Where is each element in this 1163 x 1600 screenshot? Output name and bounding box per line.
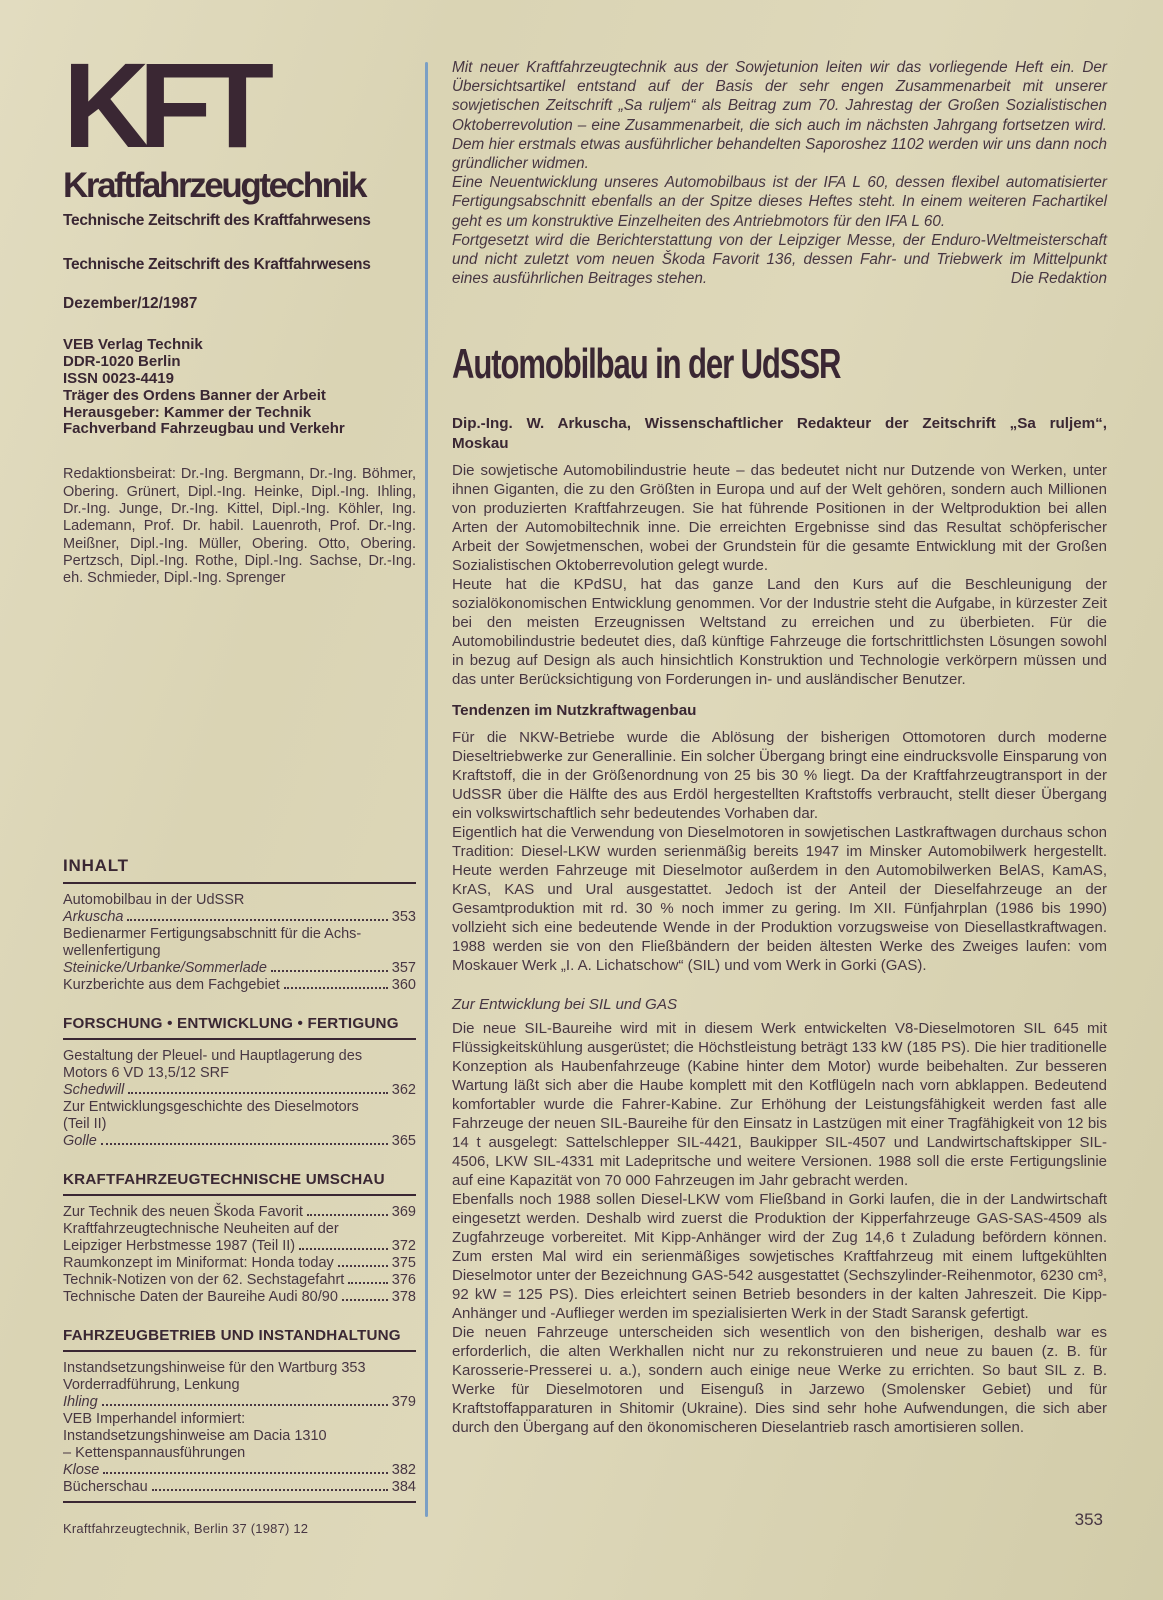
toc-entry-line	[63, 1204, 416, 1221]
toc-dot-leader	[128, 1092, 388, 1094]
toc-page-number: 353	[391, 909, 416, 925]
toc-entry-line	[63, 1289, 416, 1306]
toc-section-rule	[63, 1194, 416, 1196]
toc-page-number: 376	[391, 1272, 416, 1288]
toc-entry-text: Schedwill	[63, 1082, 125, 1098]
toc-dot-leader	[127, 919, 387, 921]
publisher-line: ISSN 0023-4419	[63, 369, 174, 387]
toc-entry-line	[63, 943, 416, 960]
toc-page-number: 375	[391, 1255, 416, 1271]
toc-page-number: 369	[391, 1204, 416, 1220]
toc-page-number: 357	[391, 960, 416, 976]
toc-entry-text: Bücherschau	[63, 1479, 148, 1495]
article-paragraph: Die sowjetische Automobilindustrie heute – das bedeutet nicht nur Dutzende von Werken, unter ihnen Giganten, die zu den Größten in Europa und auf der Welt gehören, sondern auch Millionen von produzierten Kraftfahrzeugen. Sie hat führende Positionen in der Weltproduktion bei allen Arten der Automobiltechnik inne. Die erreichten Ergebnisse sind das Resultat schöpferischer Arbeit der Sowjetmenschen, wobei der Grundstein für die gesamte Entwicklung mit der Großen Sozialistischen Oktoberrevolution gelegt wurde.	[452, 461, 1107, 574]
toc-dot-leader	[299, 1248, 388, 1250]
toc-entry-line	[63, 960, 416, 977]
magazine-subtitle-repeat: Technische Zeitschrift des Kraftfahrwesens	[63, 255, 371, 273]
article-paragraph: Heute hat die KPdSU, hat das ganze Land den Kurs auf die Beschleunigung der sozialökonomischen Entwicklung genommen. Vor der Industrie steht die Aufgabe, in kürzester Zeit bei den meisten Erzeugnissen Weltstand zu erreichen und zu überbieten. Für die Automobilindustrie bedeutet dies, daß künftige Fahrzeuge die fortschrittlichsten Lösungen sowohl in bezug auf Design als auch hinsichtlich Konstruktion und Technologie verkörpern müssen und das unter Berücksichtigung von Forderungen in- und ausländischer Benutzer.	[452, 575, 1107, 688]
article-paragraph: Eigentlich hat die Verwendung von Dieselmotoren in sowjetischen Lastkraftwagen durchaus schon Tradition: Diesel-LKW wurden serienmäßig bereits 1947 im Minsker Automobilwerk hergestellt. Heute werden Fahrzeuge mit Dieselmotor außerdem in den Automobilwerken BelAS, KamAS, KrAS, KAS und Ural ausgestattet. Jedoch ist der Anteil der Dieselfahrzeuge an der Gesamtproduktion mit rd. 30 % noch immer zu gering. Im XII. Fünfjahrplan (1986 bis 1990) vollzieht sich eine bedeutende Wende in der Produktion vorzugsweise von Diesellastkraftwagen. 1988 werden sie von den Fließbändern der beiden ältesten Werke des Zweiges laufen: vom Moskauer Werk „I. A. Lichatschow“ (SIL) und vom Werk in Gorki (GAS).	[452, 823, 1107, 974]
toc-entry-line	[63, 1377, 416, 1394]
toc-entry-text: (Teil II)	[63, 1116, 107, 1132]
footer-page-number: 353	[1074, 1510, 1103, 1529]
toc-entry-text: Ihling	[63, 1394, 98, 1410]
toc-entry-line	[63, 926, 416, 943]
toc-entry-text: – Kettenspannausführungen	[63, 1445, 246, 1461]
publisher-line: Herausgeber: Kammer der Technik	[63, 403, 312, 421]
toc-entry-line	[63, 1411, 416, 1428]
toc-sections	[63, 892, 416, 1496]
magazine-subtitle: Technische Zeitschrift des Kraftfahrwesens	[63, 211, 371, 229]
toc-page-number: 378	[391, 1289, 416, 1305]
toc-entry-line	[63, 1360, 416, 1377]
toc-entry-line	[63, 1082, 416, 1099]
column-divider	[425, 62, 428, 1517]
toc-entry-text: VEB Imperhandel informiert:	[63, 1411, 246, 1427]
editorial-board: Redaktionsbeirat: Dr.-Ing. Bergmann, Dr.-Ing. Böhmer, Obering. Grünert, Dipl.-Ing. Heinke, Dipl.-Ing. Ihling, Dr.-Ing. Junge, Dr.-Ing. Kittel, Dipl.-Ing. Köhler, Ing. Lademann, Prof. Dr. habil. Lauenroth, Prof. Dr.-Ing. Meißner, Dipl.-Ing. Müller, Obering. Otto, Obering. Pertzsch, Dipl.-Ing. Rothe, Dipl.-Ing. Sachse, Dr.-Ing. eh. Schmieder, Dipl.-Ing. Sprenger	[63, 466, 416, 587]
magazine-title: Kraftfahrzeugtechnik	[63, 165, 366, 205]
toc-entry-text: Instandsetzungshinweise für den Wartburg 353	[63, 1360, 366, 1376]
toc-dot-leader	[338, 1265, 388, 1267]
editorial-paragraph: Mit neuer Kraftfahrzeugtechnik aus der Sowjetunion leiten wir das vorliegende Heft ein. Der Übersichtsartikel entstand auf der Basis der sehr engen Zusammenarbeit mit unserer sowjetischen Zeitschrift „Sa ruljem“ als Beitrag zum 70. Jahrestag der Großen Sozialistischen Oktoberrevolution – eine Zusammenarbeit, die sich auch im nächsten Jahrgang fortsetzen wird. Dem hier erstmals etwas ausführlicher behandelten Saporoshez 1102 werden wir uns dann noch gründlicher widmen.	[452, 59, 1107, 173]
toc-entry-line	[63, 1238, 416, 1255]
toc-entry-line	[63, 977, 416, 994]
toc-entry-line	[63, 1221, 416, 1238]
toc-entry-line	[63, 1462, 416, 1479]
editorial-paragraph: Eine Neuentwicklung unseres Automobilbaus ist der IFA L 60, dessen flexibel automatisierter Fertigungsabschnitt ebenfalls an der Spitze dieses Heftes steht. In einem weiteren Fachartikel geht es um konstruktive Einzelheiten des Antriebmotors für den IFA L 60.	[452, 174, 1107, 230]
toc-entry-text: Steinicke/Urbanke/Sommerlade	[63, 960, 267, 976]
toc-dot-leader	[348, 1282, 387, 1284]
toc-entry-line	[63, 1445, 416, 1462]
toc-section-heading: FAHRZEUGBETRIEB UND INSTANDHALTUNG	[63, 1327, 401, 1344]
toc-dot-leader	[307, 1214, 388, 1216]
article-byline: Dip.-Ing. W. Arkuscha, Wissenschaftlicher Redakteur der Zeitschrift „Sa ruljem“, Moskau	[452, 414, 1107, 453]
toc-entry-text: Kurzberichte aus dem Fachgebiet	[63, 977, 280, 993]
toc-entry-text: wellenfertigung	[63, 943, 161, 959]
table-of-contents	[63, 856, 416, 1511]
toc-entry-line	[63, 1116, 416, 1133]
kft-logo: KFT	[63, 37, 264, 173]
editorial-paragraph: Fortgesetzt wird die Berichterstattung von der Leipziger Messe, der Enduro-Weltmeisterschaft und nicht zuletzt vom neuen Škoda Favorit 136, dessen Fahr- und Triebwerk im Mittelpunkt eines ausführlichen Beitrages stehen.	[452, 231, 1107, 288]
toc-entry-line	[63, 1048, 416, 1065]
toc-entry-text: Bedienarmer Fertigungsabschnitt für die Achs-	[63, 926, 362, 942]
footer-journal-line: Kraftfahrzeugtechnik, Berlin 37 (1987) 12	[63, 1521, 309, 1536]
article-paragraph: Die neue SIL-Baureihe wird mit in diesem Werk entwickelten V8-Dieselmotoren SIL 645 mit Flüssigkeitskühlung ausgerüstet; die Höchstleistung beträgt 133 kW (185 PS). Die hier traditionelle Konzeption als Haubenfahrzeuge (Kabine hinter dem Motor) wurde beibehalten. Zur besseren Wartung läßt sich aber die Haube komplett mit den Kotflügeln nach vorn abklappen. Bedeutend komfortabler wurde die Fahrer-Kabine. Zur Erhöhung der Leistungsfähigkeit werden fast alle Fahrzeuge der neuen SIL-Baureihe für den Einsatz in Lastzügen mit einer Tragfähigkeit von 12 bis 14 t ausgelegt: Sattelschlepper SIL-4421, Baukipper SIL-4507 und Landwirtschaftskipper SIL-4506, LKW SIL-4331 mit Ladepritsche und weitere Versionen. 1988 soll die erste Fertigungslinie auf eine Kapazität von 70 000 Fahrzeugen im Jahr gebracht werden.	[452, 1019, 1107, 1189]
toc-entry-text: Zur Entwicklungsgeschichte des Dieselmotors	[63, 1099, 359, 1115]
article-column	[452, 58, 1107, 1437]
toc-entry-text: Leipziger Herbstmesse 1987 (Teil II)	[63, 1238, 296, 1254]
toc-entry-text: Instandsetzungshinweise am Dacia 1310	[63, 1428, 327, 1444]
publisher-block	[63, 337, 416, 438]
toc-section-heading: FORSCHUNG • ENTWICKLUNG • FERTIGUNG	[63, 1015, 399, 1032]
toc-entry-text: Gestaltung der Pleuel- und Hauptlagerung des	[63, 1048, 363, 1064]
toc-entry-text: Automobilbau in der UdSSR	[63, 892, 245, 908]
toc-page-number: 365	[391, 1133, 416, 1149]
publisher-line: VEB Verlag Technik	[63, 335, 203, 353]
toc-page-number: 382	[391, 1462, 416, 1478]
toc-entry-text: Technische Daten der Baureihe Audi 80/90	[63, 1289, 338, 1305]
toc-dot-leader	[103, 1472, 388, 1474]
toc-entry-line	[63, 1065, 416, 1082]
article-title: Automobilbau in der UdSSR	[452, 340, 841, 388]
toc-page-number: 360	[391, 977, 416, 993]
article-subheading: Zur Entwicklung bei SIL und GAS	[452, 995, 678, 1013]
publisher-line: DDR-1020 Berlin	[63, 352, 181, 370]
article-body	[452, 461, 1107, 1437]
toc-entry-line	[63, 1272, 416, 1289]
toc-dot-leader	[342, 1299, 388, 1301]
toc-dot-leader	[102, 1404, 388, 1406]
toc-page-number: 372	[391, 1238, 416, 1254]
toc-entry-text: Motors 6 VD 13,5/12 SRF	[63, 1065, 230, 1081]
article-paragraph: Die neuen Fahrzeuge unterscheiden sich wesentlich von den bisherigen, deshalb war es erforderlich, die alten Werkhallen nicht nur zu rekonstruieren und neue zu bauen (z. B. für Karosserie-Presserei u. a.), sondern auch einige neue Werke zu errichten. So baut SIL z. B. Werke für Dieselmotoren und Eisenguß in Jarzewo (Smolensker Gebiet) und für Kraftstoffapparaturen in Shitomir (Ukraine). Dies sind sehr hohe Aufwendungen, die sich aber durch den Übergang auf den ökonomischeren Dieselantrieb rasch amortisieren sollen.	[452, 1323, 1107, 1436]
toc-title: INHALT	[63, 856, 129, 875]
article-paragraph: Für die NKW-Betriebe wurde die Ablösung der bisherigen Ottomotoren durch moderne Dieseltriebwerke zur Generallinie. Ein solcher Übergang bringt eine eindrucksvolle Einsparung von Kraftstoff, die in der Größenordnung von 25 bis 30 % liegt. Da der Kraftfahrzeugtransport in der UdSSR über die Hälfte des aus Erdöl hergestellten Kraftstoffs verbraucht, stellt dieser Übergang ein volkswirtschaftlich sehr bedeutendes Vorhaben dar.	[452, 728, 1107, 822]
toc-dot-leader	[152, 1489, 388, 1491]
toc-end-rule	[63, 1501, 416, 1503]
publisher-line: Fachverband Fahrzeugbau und Verkehr	[63, 420, 345, 438]
toc-section-rule	[63, 1350, 416, 1352]
masthead	[63, 37, 416, 587]
toc-entry-text: Kraftfahrzeugtechnische Neuheiten auf der	[63, 1221, 339, 1237]
toc-entry-line	[63, 1428, 416, 1445]
toc-entry-text: Zur Technik des neuen Škoda Favorit	[63, 1204, 303, 1220]
publisher-line: Träger des Ordens Banner der Arbeit	[63, 386, 326, 404]
toc-entry-line	[63, 1255, 416, 1272]
toc-page-number: 362	[391, 1082, 416, 1098]
toc-entry-line	[63, 909, 416, 926]
toc-dot-leader	[101, 1143, 388, 1145]
toc-title-rule	[63, 882, 416, 884]
article-paragraph: Ebenfalls noch 1988 sollen Diesel-LKW vom Fließband in Gorki laufen, die in der Landwirtschaft eingesetzt werden. Deshalb wird zuerst die Produktion der Kipperfahrzeuge GAS-SAS-4509 als Zugfahrzeuge vorbereitet. Mit Kipp-Anhänger wird der Zug 14,6 t Zuladung befördern können. Zum ersten Mal wird ein serienmäßiges sowjetisches Kraftfahrzeug mit einem luftgekühlten Dieselmotor unter der Bezeichnung GAS-542 ausgestattet (Sechszylinder-Reihenmotor, 6230 cm³, 92 kW = 125 PS). Dies erleichtert seinen Betrieb besonders in der kalten Jahreszeit. Die Kipp-Anhänger und -Auflieger werden im spezialisierten Werk in der Stadt Saransk gefertigt.	[452, 1190, 1107, 1322]
toc-dot-leader	[271, 970, 388, 972]
toc-dot-leader	[284, 987, 388, 989]
toc-entry-text: Klose	[63, 1462, 100, 1478]
toc-entry-line	[63, 1479, 416, 1496]
toc-page-number: 384	[391, 1479, 416, 1495]
issue-date: Dezember/12/1987	[63, 294, 198, 312]
toc-entry-line	[63, 1394, 416, 1411]
toc-entry-text: Raumkonzept im Miniformat: Honda today	[63, 1255, 334, 1271]
toc-section-rule	[63, 1038, 416, 1040]
editorial-paragraphs	[452, 58, 1107, 288]
toc-entry-line	[63, 1099, 416, 1116]
toc-entry-text: Technik-Notizen von der 62. Sechstagefahrt	[63, 1272, 345, 1288]
article-subheading: Tendenzen im Nutzkraftwagenbau	[452, 701, 697, 719]
toc-entry-text: Vorderradführung, Lenkung	[63, 1377, 240, 1393]
editorial-signature: Die Redaktion	[1010, 270, 1107, 288]
toc-entry-line	[63, 1133, 416, 1150]
toc-entry-text: Arkuscha	[63, 909, 124, 925]
toc-entry-text: Golle	[63, 1133, 97, 1149]
toc-entry-line	[63, 892, 416, 909]
toc-section-heading: KRAFTFAHRZEUGTECHNISCHE UMSCHAU	[63, 1171, 385, 1188]
toc-page-number: 379	[391, 1394, 416, 1410]
editorial-intro	[452, 58, 1107, 288]
